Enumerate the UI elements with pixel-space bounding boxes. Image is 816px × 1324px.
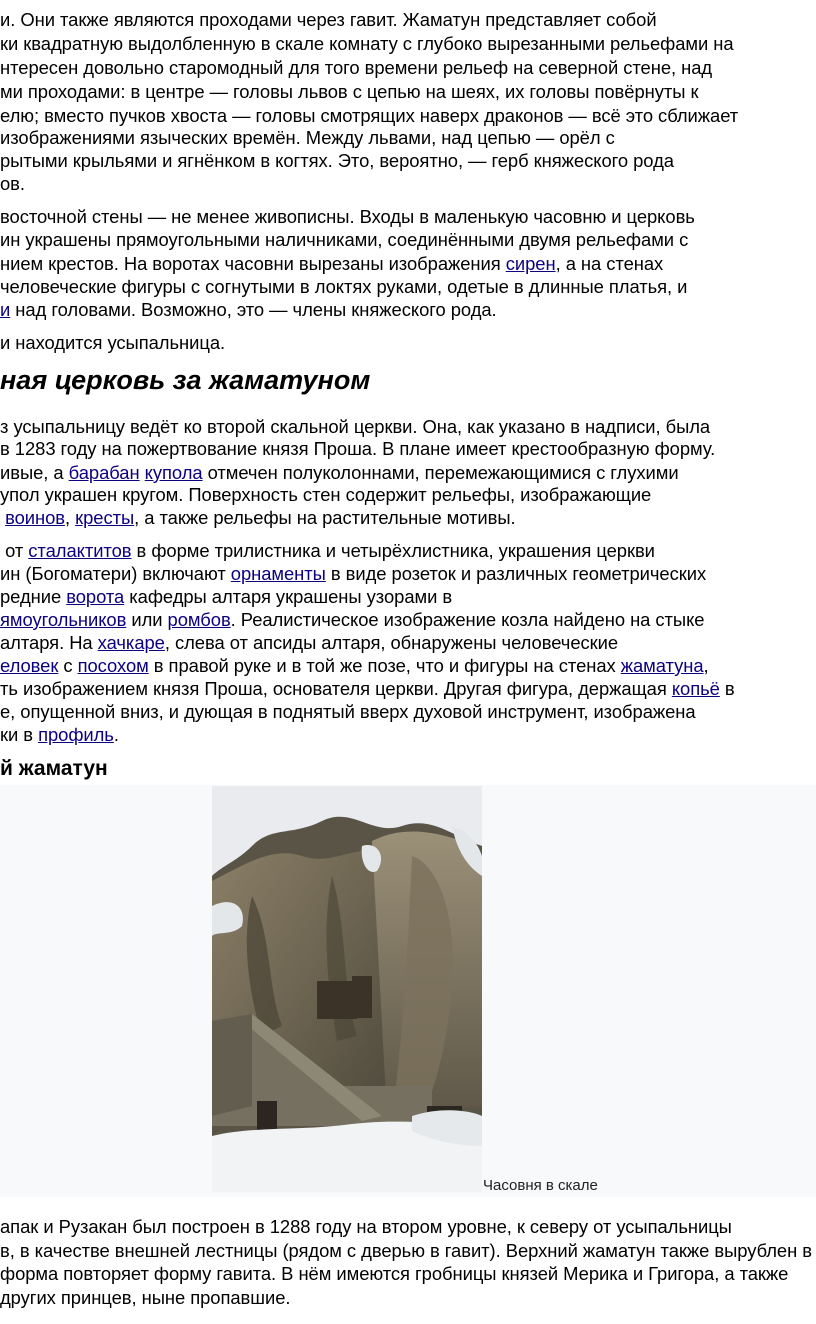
para6-line-1: апак и Рузакан был построен в 1288 году на втором уровне, к северу от усыпальницы [0, 1216, 732, 1237]
para5-line-9: ки в профиль. [0, 724, 119, 745]
para6-line-3: форма повторяет форму гавита. В нём имеются гробницы князей Мерика и Григора, а также [0, 1263, 789, 1284]
link-drum[interactable]: барабан [68, 462, 140, 483]
link-zhamatun[interactable]: жаматуна [620, 655, 704, 676]
para4-line-2: в 1283 году на пожертвование князя Проша. В плане имеет крестообразную форму. [0, 438, 716, 459]
para1-line-1: и. Они также являются проходами через гавит. Жаматун представляет собой [0, 9, 657, 30]
para5-line-1: от сталактитов в форме трилистника и четырёхлистника, украшения церкви [5, 540, 655, 561]
link-crosses[interactable]: кресты [75, 507, 135, 528]
para1-line-2: ки квадратную выдолбленную в скале комнату с глубоко вырезанными рельефами на [0, 33, 734, 54]
para2-line-4: человеческие фигуры с согнутыми в локтях руками, одетые в длинные платья, и [0, 276, 688, 297]
link-dome[interactable]: купола [144, 462, 203, 483]
link-gates[interactable]: ворота [66, 586, 125, 607]
link-sirens[interactable]: сирен [505, 253, 556, 274]
link-profile[interactable]: профиль [38, 724, 114, 745]
link-staff[interactable]: посохом [77, 655, 149, 676]
link-ornaments[interactable]: орнаменты [230, 563, 326, 584]
para5-line-6: еловек с посохом в правой руке и в той же позе, что и фигуры на стенах жаматуна, [0, 655, 709, 676]
para5-line-5: алтаря. На хачкаре, слева от апсиды алтаря, обнаружены человеческие [0, 632, 619, 653]
para4-line-5: воинов, кресты, а также рельефы на растительные мотивы. [5, 507, 516, 528]
para6-line-2: в, в качестве внешней лестницы (рядом с дверью в гавит). Верхний жаматун также вырублен в [0, 1240, 812, 1261]
para2-line-2: ин украшены прямоугольными наличниками, соединёнными двумя рельефами с [0, 229, 689, 250]
link-spear[interactable]: копьё [671, 678, 720, 699]
para1-line-6: изображениями языческих времён. Между львами, над цепью — орёл с [0, 127, 615, 148]
para5-line-3: редние ворота кафедры алтаря украшены узорами в [0, 586, 453, 607]
para5-line-4: ямоугольников или ромбов. Реалистическое изображение козла найдено на стыке [0, 609, 705, 630]
para3-line: и находится усыпальница. [0, 332, 226, 353]
rock-chapel-photo[interactable] [212, 786, 482, 1192]
link-fragment[interactable]: и [0, 299, 11, 320]
link-khachkar[interactable]: хачкаре [97, 632, 165, 653]
para1-line-4: ми проходами: в центре — головы львов с цепью на шеях, их головы повёрнуты к [0, 81, 699, 102]
para2-line-3: нием крестов. На воротах часовни вырезаны изображения сирен, а на стенах [0, 253, 664, 274]
para6-line-4: других принцев, ныне пропавшие. [0, 1287, 291, 1308]
section-heading-upper-zhamatun: й жаматун [0, 757, 108, 780]
para2-line-1: восточной стены — не менее живописны. Входы в маленькую часовню и церковь [0, 206, 695, 227]
link-stalactites[interactable]: сталактитов [28, 540, 132, 561]
para1-line-8: ов. [0, 173, 25, 194]
para1-line-3: нтересен довольно старомодный для того времени рельеф на северной стене, над [0, 57, 713, 78]
link-rectangles[interactable]: ямоугольников [0, 609, 127, 630]
para5-line-8: е, опущенной вниз, и дующая в поднятый вверх духовой инструмент, изображена [0, 701, 696, 722]
para1-line-5: елю; вместо пучков хвоста — головы смотрящих наверх драконов — всё это сближает [0, 105, 739, 126]
para1-line-7: рытыми крыльями и ягнёнком в когтях. Это, вероятно, — герб княжеского рода [0, 150, 674, 171]
link-man[interactable]: еловек [0, 655, 59, 676]
link-rhombuses[interactable]: ромбов [167, 609, 231, 630]
para4-line-4: упол украшен кругом. Поверхность стен содержит рельефы, изображающие [0, 484, 652, 505]
para5-line-2: ин (Богоматери) включают орнаменты в виде розеток и различных геометрических [0, 563, 707, 584]
section-heading-church: ная церковь за жаматуном [0, 365, 371, 395]
para5-line-7: ть изображением князя Проша, основателя церкви. Другая фигура, держащая копьё в [0, 678, 735, 699]
para4-line-3: ивые, а барабан купола отмечен полуколоннами, перемежающимися с глухими [0, 462, 679, 483]
para2-line-5: и над головами. Возможно, это — члены княжеского рода. [0, 299, 497, 320]
link-warriors[interactable]: воинов [5, 507, 65, 528]
para4-line-1: з усыпальницу ведёт ко второй скальной церкви. Она, как указано в надписи, была [0, 416, 711, 437]
figure-caption: Часовня в скале [483, 1177, 598, 1194]
